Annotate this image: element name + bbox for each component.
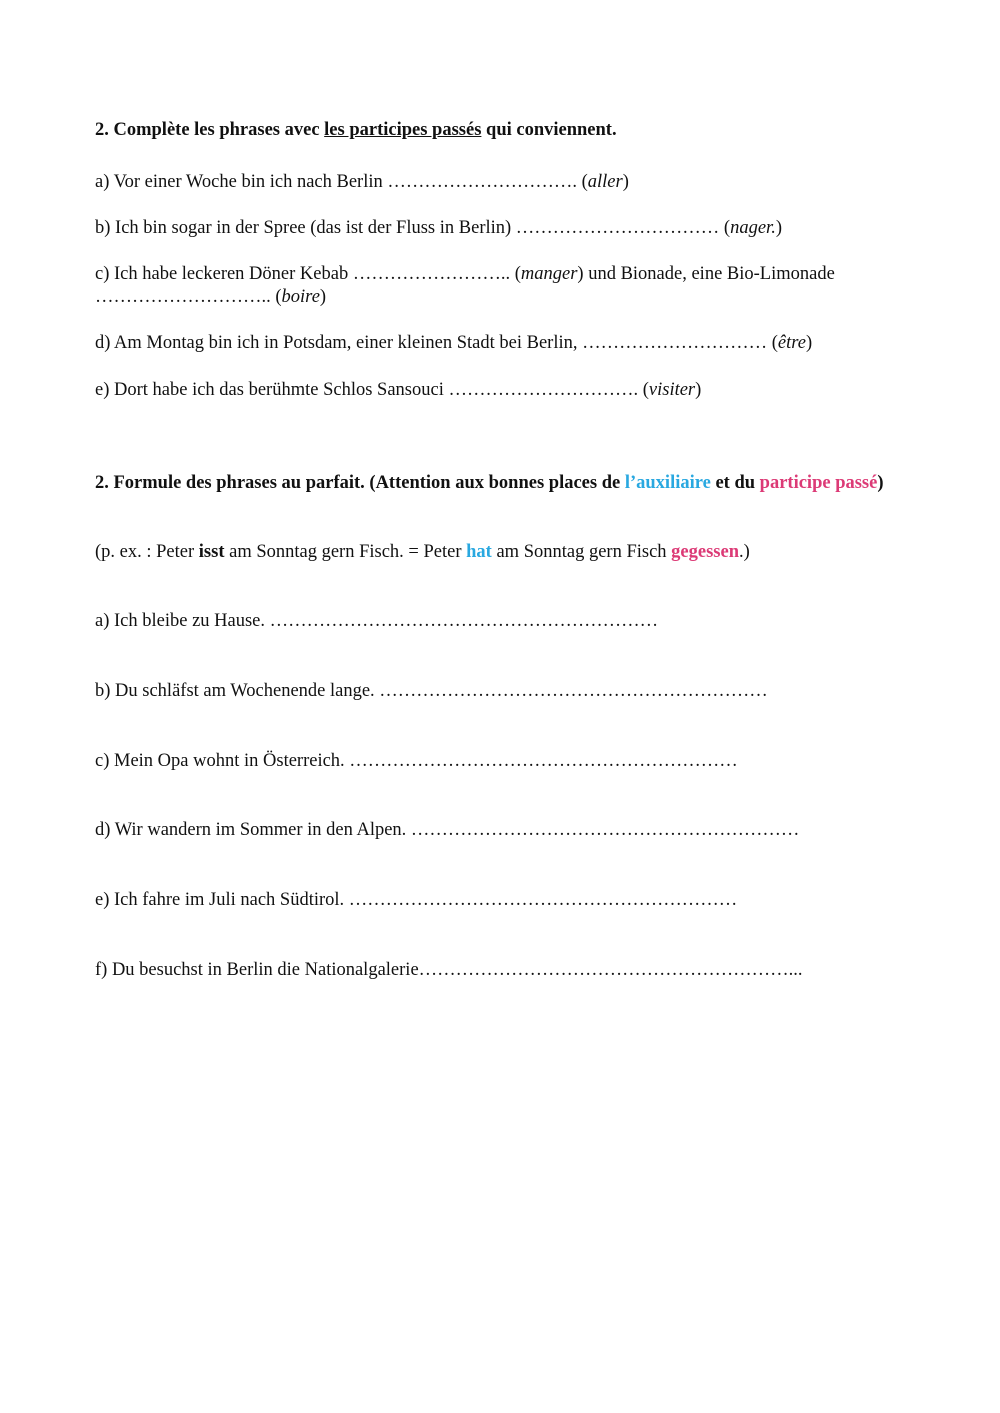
exercise2-item-a: a) Ich bleibe zu Hause. ……………………………………………………… (95, 611, 659, 631)
exercise2-item-b: b) Du schläfst am Wochenende lange. ……………………………………………………… (95, 681, 768, 701)
exercise2-item-e: e) Ich fahre im Juli nach Südtirol. ……………………………………………………… (95, 890, 738, 910)
section1-title-underlined: les participes passés (324, 120, 482, 140)
exercise2-item-f: f) Du besuchst in Berlin die Nationalgalerie……………………………………………………... (95, 960, 803, 980)
exercise1-item-c: c) Ich habe leckeren Döner Kebab …………………….. (manger) und Bionade, eine Bio-Limonade ……………………….. (boire) (95, 264, 835, 307)
exercise1-item-e: e) Dort habe ich das berühmte Schlos Sansouci …………………………. (visiter) (95, 380, 702, 400)
section2-title: 2. Formule des phrases au parfait. (Attention aux bonnes places de l’auxiliaire et du participe passé) (95, 473, 884, 493)
verb-hint: manger (520, 264, 578, 284)
verb-hint: nager. (730, 218, 776, 238)
exercise2-item-c: c) Mein Opa wohnt in Österreich. ……………………………………………………… (95, 751, 738, 771)
verb-hint: être (777, 333, 806, 353)
section1-title-post: qui conviennent. (481, 120, 617, 140)
participe-highlight: participe passé (759, 473, 878, 493)
example-verb-present: isst (198, 542, 225, 562)
example-participle: gegessen (671, 542, 739, 562)
verb-hint: visiter (648, 380, 696, 400)
exercise1-item-b: b) Ich bin sogar in der Spree (das ist der Fluss in Berlin) …………………………… (nager.) (95, 218, 783, 238)
verb-hint: aller (587, 172, 623, 192)
section1-title (95, 119, 915, 142)
verb-hint: boire (281, 287, 320, 307)
exercise1-item-a: a) Vor einer Woche bin ich nach Berlin …………………………. (aller) (95, 172, 629, 192)
example-auxiliary: hat (466, 542, 492, 562)
section1-title-pre: 2. Complète les phrases avec (95, 120, 325, 140)
section2-title-pre: 2. Formule des phrases au parfait. (Attention aux bonnes places de (95, 473, 625, 493)
exercise2-item-d: d) Wir wandern im Sommer in den Alpen. ……………………………………………………… (95, 820, 800, 840)
exercise1-item-d: d) Am Montag bin ich in Potsdam, einer kleinen Stadt bei Berlin, ………………………… (être) (95, 333, 813, 353)
auxiliaire-highlight: l’auxiliaire (624, 473, 711, 493)
example-sentence: (p. ex. : Peter isst am Sonntag gern Fisch. = Peter hat am Sonntag gern Fisch gegessen.) (95, 542, 750, 562)
